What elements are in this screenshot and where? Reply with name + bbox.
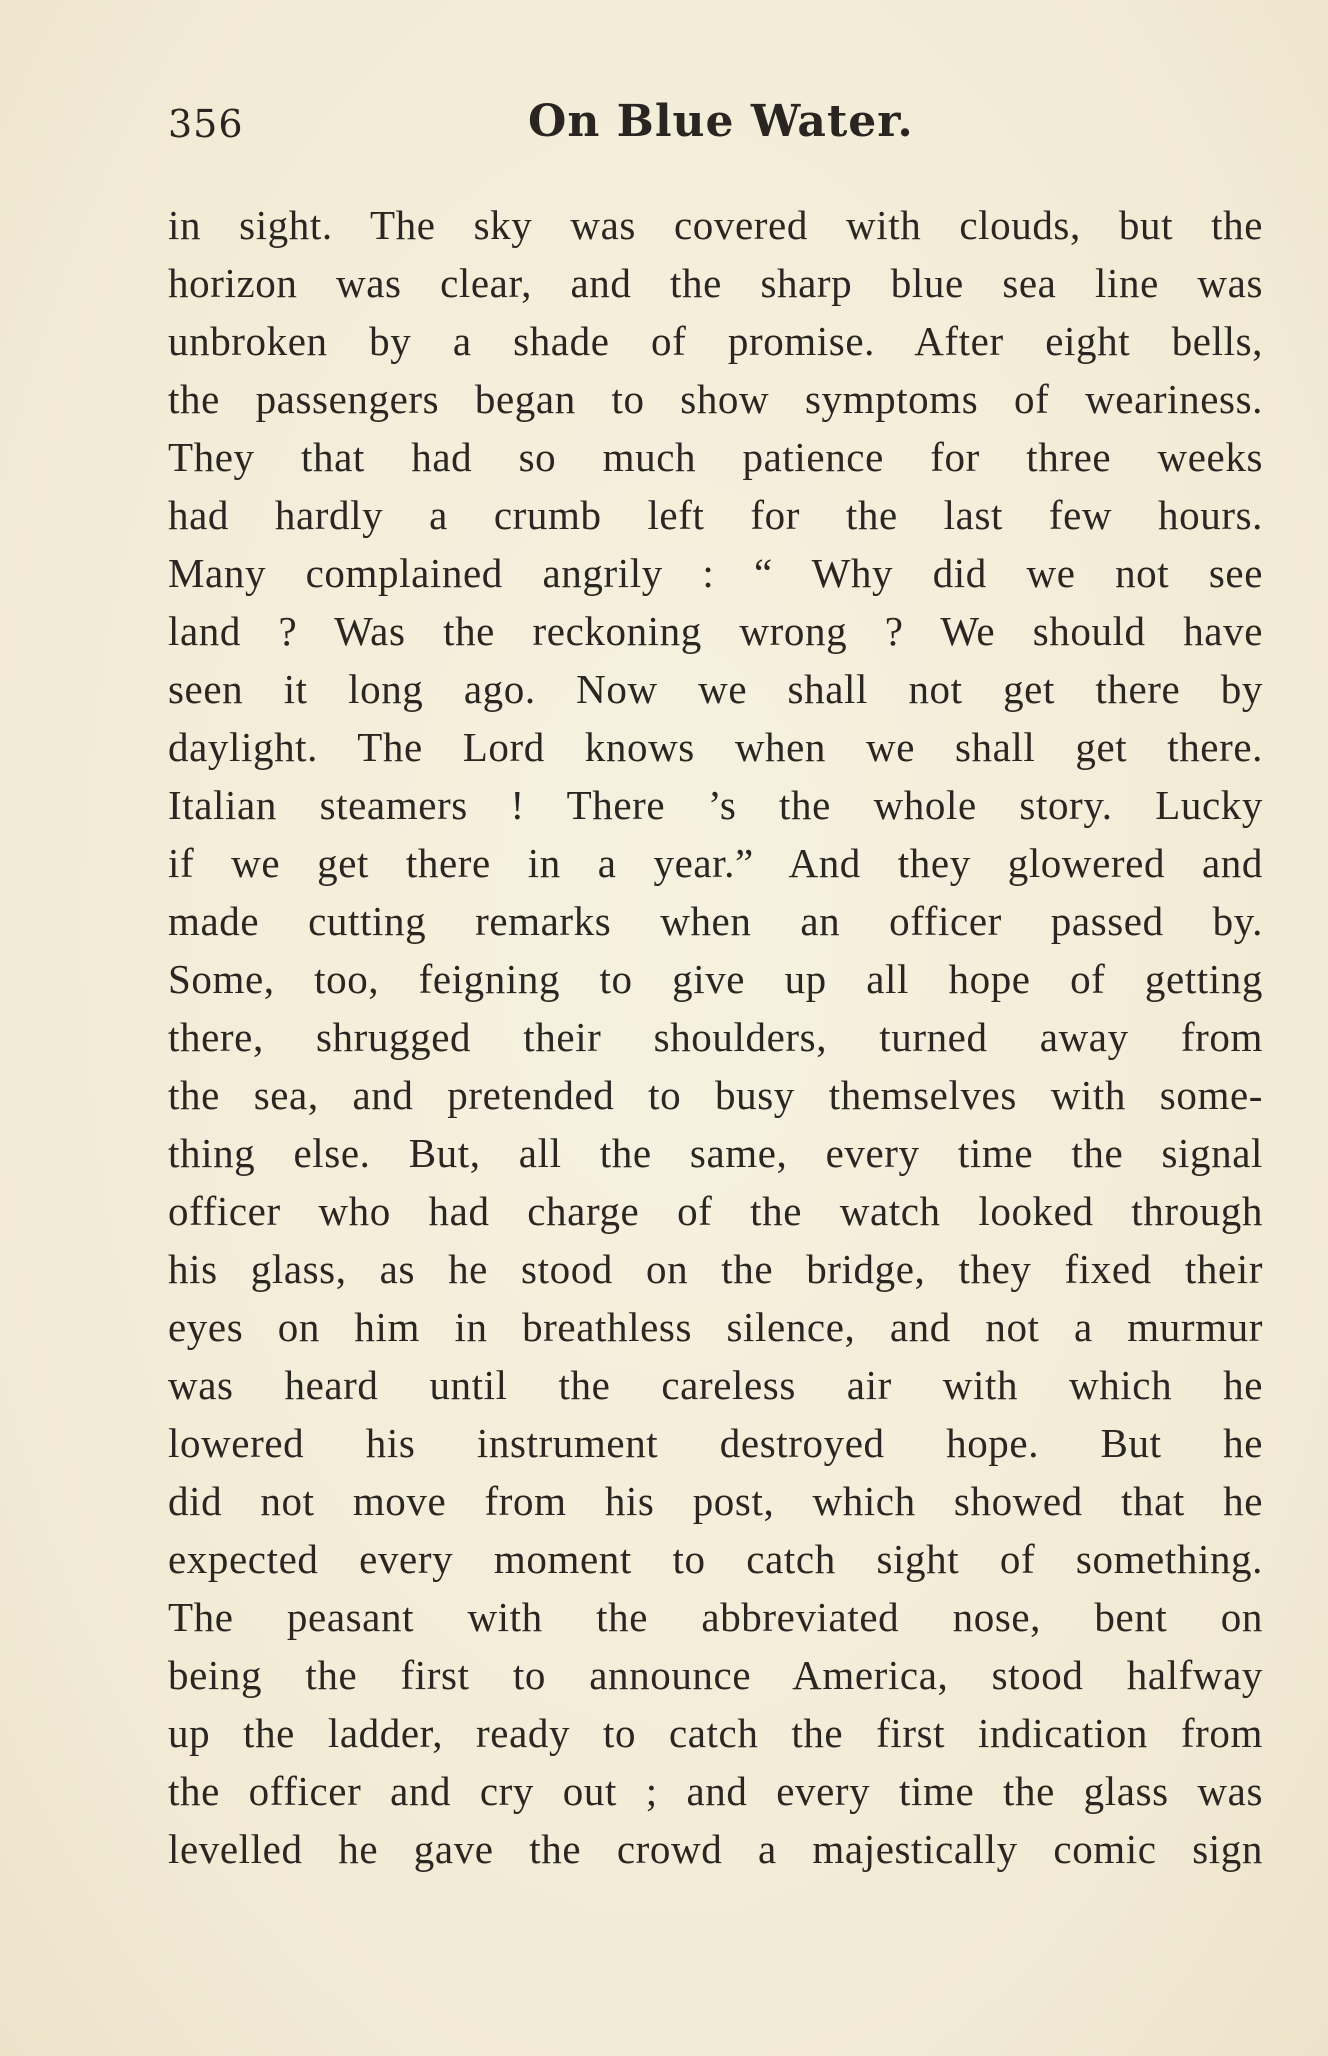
text-line: land ? Was the reckoning wrong ? We should have <box>168 608 1263 654</box>
running-head <box>168 92 1263 162</box>
text-line: horizon was clear, and the sharp blue sea line was <box>168 260 1263 306</box>
text-line: Italian steamers ! There ’s the whole story. Lucky <box>168 782 1263 828</box>
text-line: there, shrugged their shoulders, turned away from <box>168 1014 1263 1060</box>
text-line: did not move from his post, which showed that he <box>168 1478 1263 1524</box>
text-line: daylight. The Lord knows when we shall get there. <box>168 724 1263 770</box>
text-line: the passengers began to show symptoms of weariness. <box>168 376 1263 422</box>
text-line: Some, too, feigning to give up all hope of getting <box>168 956 1263 1002</box>
text-line: levelled he gave the crowd a majestically comic sign <box>168 1826 1263 1872</box>
text-line: Many complained angrily : “ Why did we not see <box>168 550 1263 596</box>
text-line: The peasant with the abbreviated nose, bent on <box>168 1594 1263 1640</box>
text-line: expected every moment to catch sight of something. <box>168 1536 1263 1582</box>
text-line: eyes on him in breathless silence, and not a murmur <box>168 1304 1263 1350</box>
text-line: lowered his instrument destroyed hope. But he <box>168 1420 1263 1466</box>
text-line: made cutting remarks when an officer passed by. <box>168 898 1263 944</box>
text-line: being the first to announce America, stood halfway <box>168 1652 1263 1698</box>
text-line: up the ladder, ready to catch the first indication from <box>168 1710 1263 1756</box>
text-line: had hardly a crumb left for the last few hours. <box>168 492 1263 538</box>
text-line: officer who had charge of the watch looked through <box>168 1188 1263 1234</box>
body-text <box>168 196 1263 1878</box>
text-line: They that had so much patience for three weeks <box>168 434 1263 480</box>
text-line: the sea, and pretended to busy themselves with some- <box>168 1072 1263 1118</box>
text-line: if we get there in a year.” And they glowered and <box>168 840 1263 886</box>
page-number: 356 <box>168 102 244 146</box>
text-line: unbroken by a shade of promise. After eight bells, <box>168 318 1263 364</box>
running-title: On Blue Water. <box>528 96 914 147</box>
text-line: thing else. But, all the same, every time the signal <box>168 1130 1263 1176</box>
text-line: was heard until the careless air with which he <box>168 1362 1263 1408</box>
text-line: the officer and cry out ; and every time the glass was <box>168 1768 1263 1814</box>
text-line: his glass, as he stood on the bridge, they fixed their <box>168 1246 1263 1292</box>
text-line: seen it long ago. Now we shall not get there by <box>168 666 1263 712</box>
text-line: in sight. The sky was covered with clouds, but the <box>168 202 1263 248</box>
